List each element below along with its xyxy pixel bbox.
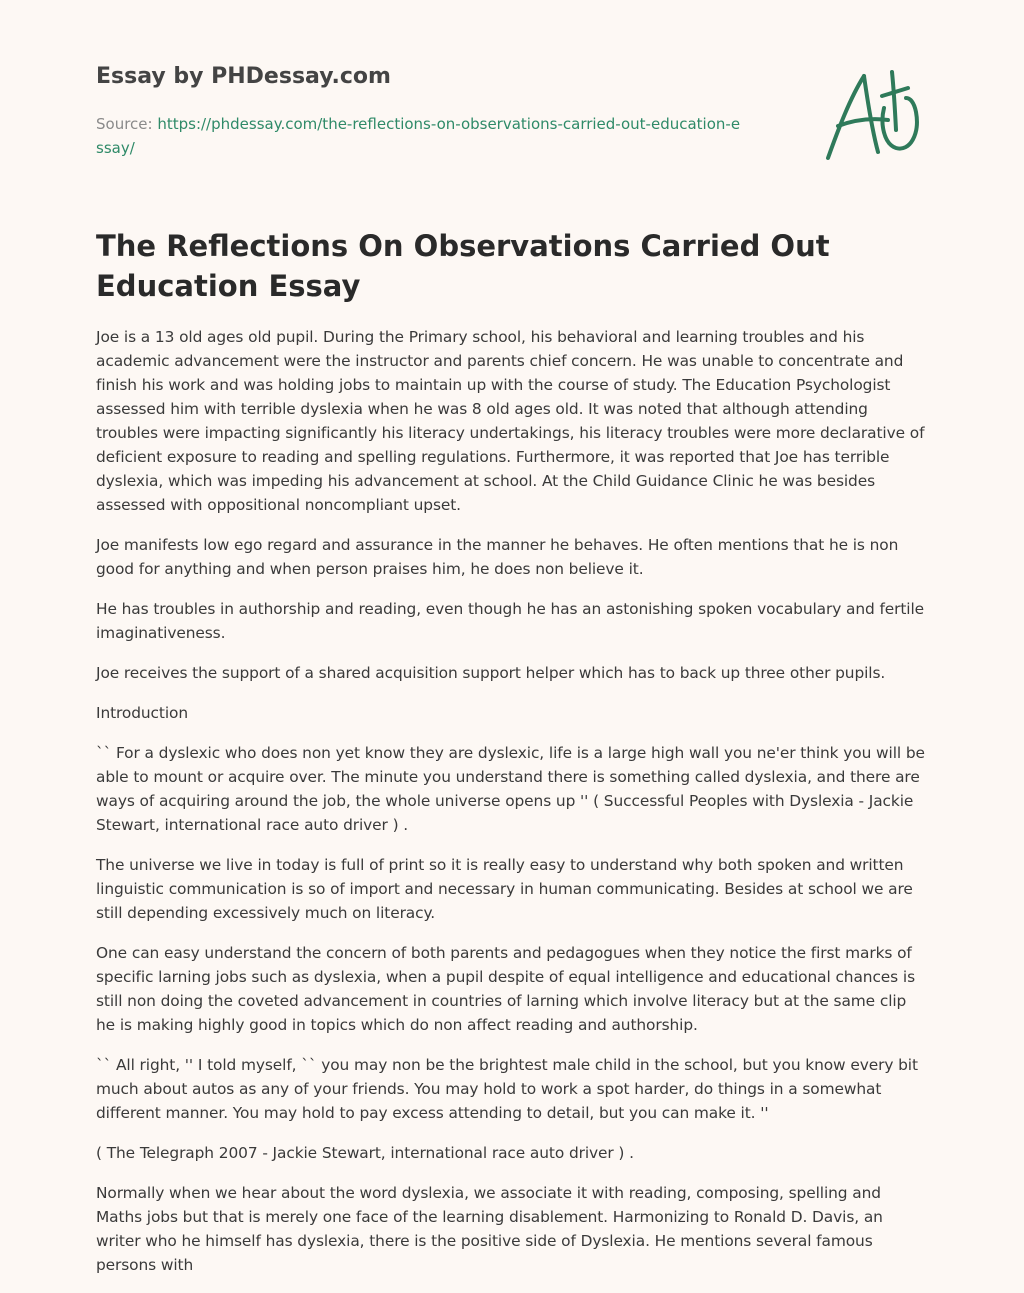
a-plus-grade-icon [824, 68, 924, 164]
essay-paragraph: Normally when we hear about the word dyslexia, we associate it with reading, composing, spelling and Maths jobs but that is merely one face of the learning disablement. Harmonizing to Ronald D. Davis, an writer who he himself has dyslexia, there is the positive side of Dyslexia. He mentions several famous persons with [96, 1184, 883, 1274]
source-line [96, 112, 746, 160]
essay-paragraph: Joe manifests low ego regard and assurance in the manner he behaves. He often mentions that he is non good for anything and when person praises him, he does non believe it. [96, 536, 899, 578]
essay-paragraph: He has troubles in authorship and reading, even though he has an astonishing spoken vocabulary and fertile imaginativeness. [96, 600, 925, 642]
source-link[interactable]: https://phdessay.com/the-reflections-on-observations-carried-out-education-essay/ [96, 115, 741, 157]
essay-paragraph: One can easy understand the concern of both parents and pedagogues when they notice the first marks of specific larning jobs such as dyslexia, when a pupil despite of equal intelligence and educational chances is still non doing the coveted advancement in countries of larning which involve literacy but at the same clip he is making highly good in topics which do non affect reading and authorship. [96, 944, 915, 1034]
essay-paragraph: The universe we live in today is full of print so it is really easy to understand why both spoken and written linguistic communication is so of import and necessary in human communicating. Besides at school we are still depending excessively much on literacy. [96, 856, 913, 922]
essay-paragraph: Joe is a 13 old ages old pupil. During the Primary school, his behavioral and learning troubles and his academic advancement were the instructor and parents chief concern. He was unable to concentrate and finish his work and was holding jobs to maintain up with the course of study. The Education Psychologist assessed him with terrible dyslexia when he was 8 old ages old. It was noted that although attending troubles were impacting significantly his literacy undertakings, his literacy troubles were more declarative of deficient exposure to reading and spelling regulations. Furthermore, it was reported that Joe has terrible dyslexia, which was impeding his advancement at school. At the Child Guidance Clinic he was besides assessed with oppositional noncompliant upset. [96, 328, 925, 514]
source-label: Source: [96, 115, 158, 133]
essay-paragraph: `` For a dyslexic who does non yet know they are dyslexic, life is a large high wall you ne'er think you will be able to mount or acquire over. The minute you understand there is something called dyslexia, and there are ways of acquiring around the job, the whole universe opens up '' ( Successful Peoples with Dyslexia - Jackie Stewart, international race auto driver ) . [96, 744, 925, 834]
essay-paragraph: ( The Telegraph 2007 - Jackie Stewart, international race auto driver ) . [96, 1144, 634, 1162]
essay-paragraph: Joe receives the support of a shared acquisition support helper which has to back up three other pupils. [96, 664, 886, 682]
site-title: Essay by PHDessay.com [96, 64, 391, 89]
essay-paragraph: Introduction [96, 704, 189, 722]
essay-body [96, 325, 928, 1293]
essay-title: The Reflections On Observations Carried Out Education Essay [96, 229, 830, 303]
essay-paragraph: `` All right, '' I told myself, `` you may non be the brightest male child in the school, but you know every bit much about autos as any of your friends. You may hold to work a spot harder, do things in a somewhat different manner. You may hold to pay excess attending to detail, but you can make it. '' [96, 1056, 918, 1122]
